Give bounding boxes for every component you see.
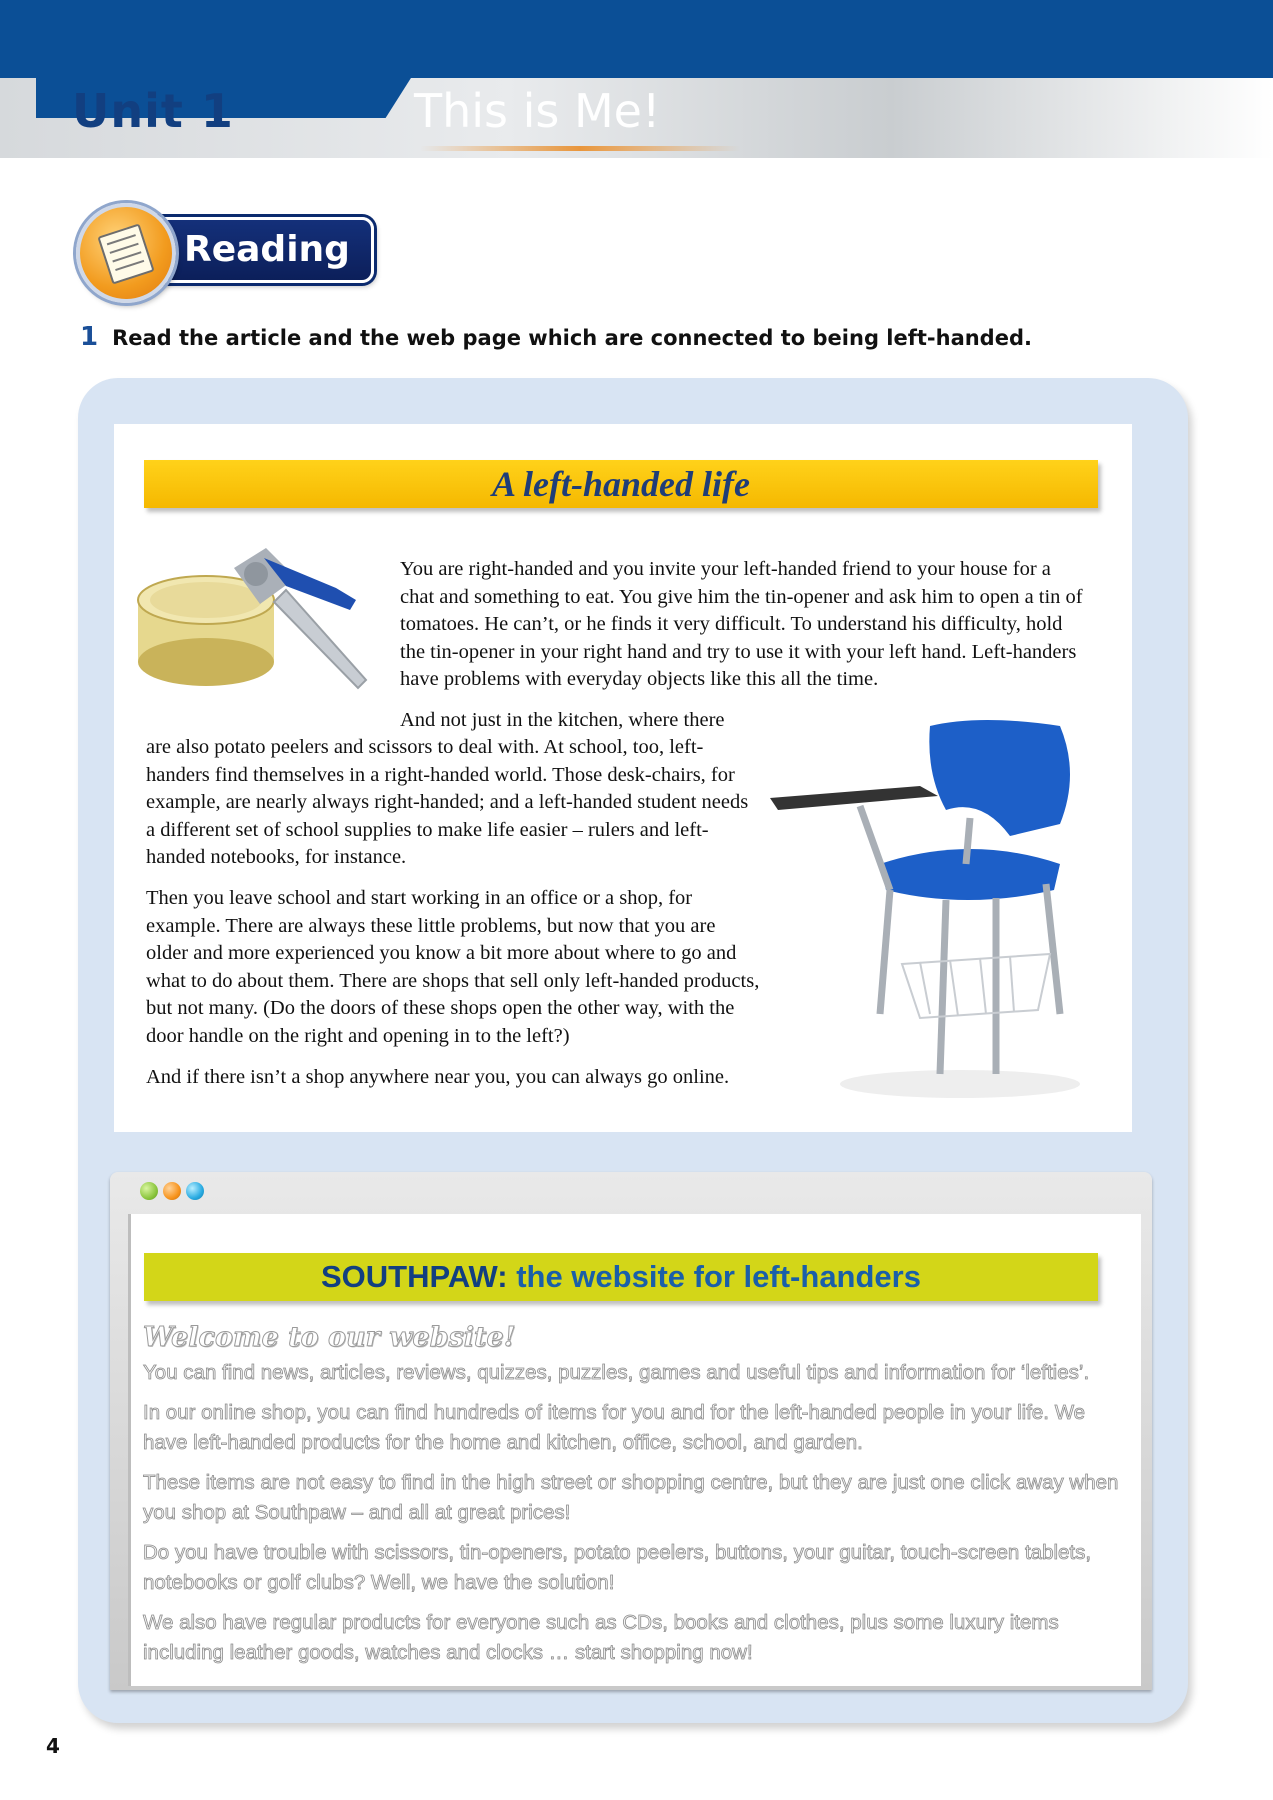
reading-label: Reading xyxy=(184,229,350,270)
website-paragraph-4: Do you have trouble with scissors, tin-openers, potato peelers, buttons, your guitar, touch-screen tablets, notebooks or golf clubs? Well, we have the solution! xyxy=(143,1541,1092,1594)
website-paragraph-5: We also have regular products for everyone such as CDs, books and clothes, plus some luxury items including leather goods, watches and clocks … start shopping now! xyxy=(143,1611,1059,1664)
page-number: 4 xyxy=(46,1734,60,1758)
unit-label: Unit 1 xyxy=(72,84,234,138)
exercise-instruction xyxy=(80,322,1032,352)
website-welcome: Welcome to our website! xyxy=(143,1322,516,1353)
unit-title-accent xyxy=(420,146,740,151)
website-title xyxy=(144,1253,1098,1301)
article-paragraph-3: Then you leave school and start working in an office or a shop, for example. There are always these little problems, but now that you are older and more experienced you know a bit more about where to go and what to do about them. There are shops that sell only left-handed products, but not many. (Do the doors of these shops open the other way, with the door handle on the right and opening in to the left?) xyxy=(146,887,760,1047)
article-paragraph-4: And if there isn’t a shop anywhere near you, you can always go online. xyxy=(146,1066,730,1088)
top-banner xyxy=(0,0,1273,78)
reading-badge xyxy=(76,203,376,295)
article-title: A left-handed life xyxy=(144,460,1098,508)
exercise-number: 1 xyxy=(80,322,99,352)
document-icon xyxy=(97,223,154,284)
instruction-text: Read the article and the web page which are connected to being left-handed. xyxy=(112,326,1032,350)
browser-dot-orange[interactable] xyxy=(163,1182,181,1200)
unit-title: This is Me! xyxy=(414,84,661,138)
article-paragraph-2: are also potato peelers and scissors to deal with. At school, too, left-handers find themselves in a right-handed world. Those desk-chairs, for example, are nearly always right-handed; and a left-handed student needs a different set of school supplies to make life easier – rulers and left-handed notebooks, for instance. xyxy=(146,736,749,868)
website-brand: SOUTHPAW: xyxy=(321,1259,508,1294)
website-tagline: the website for left-handers xyxy=(507,1259,921,1294)
website-paragraph-1: You can find news, articles, reviews, quizzes, puzzles, games and useful tips and information for ‘lefties’. xyxy=(143,1361,1090,1384)
tin-opener-image xyxy=(136,528,386,700)
website-paragraph-3: These items are not easy to find in the high street or shopping centre, but they are just one click away when you shop at Southpaw – and all at great prices! xyxy=(143,1471,1119,1524)
browser-dot-blue[interactable] xyxy=(186,1182,204,1200)
website-paragraph-2: In our online shop, you can find hundreds of items for you and for the left-handed people in your life. We have left-handed products for the home and kitchen, office, school, and garden. xyxy=(143,1401,1086,1454)
browser-dot-green[interactable] xyxy=(140,1182,158,1200)
article-paragraph-1: You are right-handed and you invite your left-handed friend to your house for a chat and something to eat. You give him the tin-opener and ask him to open a tin of tomatoes. He can’t, or he finds it very difficult. To understand his difficulty, hold the tin-opener in your right hand and try to use it with your left hand. Left-handers have problems with everyday objects like this all the time. xyxy=(400,558,1083,690)
desk-chair-image xyxy=(770,714,1096,1100)
article-paragraph-2-start: And not just in the kitchen, where there xyxy=(400,709,725,731)
reading-icon xyxy=(76,203,176,303)
